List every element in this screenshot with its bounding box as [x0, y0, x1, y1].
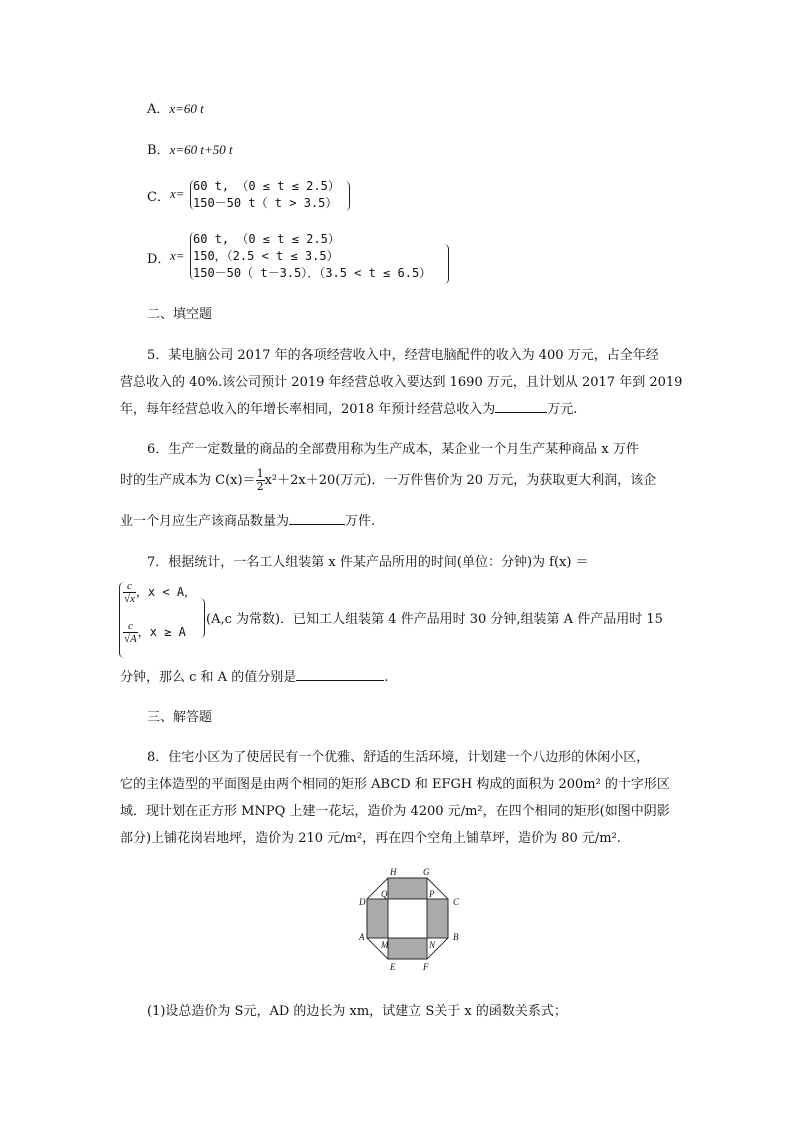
- q7-case1-den: √x: [124, 593, 135, 605]
- q6-frac-den: 2: [256, 480, 264, 493]
- label-q: Q: [381, 889, 388, 899]
- option-c-label: C．: [147, 190, 170, 205]
- q7-case2: [123, 620, 186, 645]
- label-a: A: [359, 932, 365, 942]
- q6-fraction: [256, 468, 265, 493]
- label-h: H: [390, 867, 397, 877]
- option-b-expr: x=60 t+50 t: [169, 142, 233, 157]
- q7-line3-before: 分钟，那么 c 和 A 的值分别是: [120, 670, 297, 685]
- q7-case1-frac: [123, 580, 136, 605]
- option-c-case1: 60 t, （0 ≤ t ≤ 2.5）: [193, 179, 340, 193]
- shaded-rect-top: [388, 878, 427, 899]
- option-b-label: B．: [147, 143, 170, 158]
- q7-right-paren: [200, 598, 205, 638]
- q8-line1: 8．住宅小区为了使居民有一个优雅、舒适的生活环境，计划建一个八边形的休闲小区，: [147, 750, 650, 765]
- q7-case1-num: c: [123, 580, 136, 593]
- shaded-rect-bottom: [388, 938, 427, 959]
- q6-line3-before: 业一个月应生产该商品数量为: [120, 514, 290, 529]
- label-d: D: [359, 897, 366, 907]
- q7-case1-cond: ，x < A，: [135, 585, 197, 599]
- option-a: [147, 98, 204, 117]
- q8-line2: 它的主体造型的平面图是由两个相同的矩形 ABCD 和 EFGH 构成的面积为 200m² 的十字形区: [120, 777, 670, 792]
- option-c-lhs: x=: [170, 186, 185, 201]
- option-d-right-paren: [444, 244, 449, 284]
- q7-middle: (A,c 为常数)．已知工人组装第 4 件产品用时 30 分钟,组装第 A 件产品用时 15: [206, 612, 663, 627]
- q5-line3-after: 万元.: [547, 402, 578, 417]
- label-c: C: [453, 897, 460, 907]
- label-b: B: [453, 932, 459, 942]
- q8-sub1: (1)设总造价为 S元，AD 的边长为 xm，试建立 S关于 x 的函数关系式；: [147, 1004, 567, 1019]
- square-mnpq: [388, 899, 427, 938]
- q6-line3: [120, 510, 375, 529]
- q8-line3: 域．现计划在正方形 MNPQ 上建一花坛，造价为 4200 元/m²，在四个相同的矩形(如图中阴影: [120, 804, 670, 819]
- q6-line1: 6．生产一定数量的商品的全部费用称为生产成本，某企业一个月生产某种商品 x 万件: [147, 442, 639, 457]
- label-f: F: [423, 962, 429, 972]
- option-d-case3: 150－50（ t－3.5）．（3.5 < t ≤ 6.5）: [193, 266, 432, 280]
- q5-line3-before: 年，每年经营总收入的年增长率相同，2018 年预计经营总收入为: [120, 402, 496, 417]
- q6-line2: [120, 468, 656, 493]
- octagon-figure: [355, 864, 465, 976]
- option-b: [147, 139, 233, 158]
- q5-line1: 5．某电脑公司 2017 年的各项经营收入中，经营电脑配件的收入为 400 万元，占全年经: [147, 348, 659, 363]
- q5-line2: 营总收入的 40%.该公司预计 2019 年经营总收入要达到 1690 万元，且计划从 2017 年到 2019: [120, 375, 683, 390]
- q7-case2-den: √A: [124, 633, 137, 645]
- option-c-case2: 150－50 t（ t > 3.5）: [193, 196, 338, 210]
- q7-line3-after: .: [384, 670, 389, 685]
- q7-case2-cond: ，x ≥ A: [137, 625, 186, 639]
- option-a-label: A．: [147, 102, 170, 117]
- label-p: P: [429, 889, 435, 899]
- option-d-case2: 150，（2.5 < t ≤ 3.5）: [193, 249, 339, 263]
- option-d-lhs: x=: [170, 248, 185, 263]
- shaded-rect-left: [367, 899, 388, 938]
- q7-case1: [123, 580, 196, 605]
- q6-line2-after: x²＋2x＋20(万元)．一万件售价为 20 万元，为获取更大利润，该企: [264, 473, 657, 488]
- section-3-title: 三、解答题: [147, 710, 213, 725]
- label-g: G: [423, 867, 430, 877]
- option-c-right-paren: [345, 181, 350, 211]
- q7-line1: 7．根据统计，一名工人组装第 x 件某产品所用的时间(单位：分钟)为 f(x) ＝: [147, 555, 589, 570]
- option-d-label: D．: [147, 252, 171, 267]
- q5-answer-blank[interactable]: [495, 412, 547, 413]
- q6-line3-after: 万件.: [345, 514, 376, 529]
- q6-frac-num: 1: [256, 467, 264, 480]
- shaded-rect-right: [427, 899, 448, 938]
- q5-line3: [120, 398, 577, 417]
- option-a-expr: x=60 t: [169, 101, 204, 116]
- q7-answer-blank[interactable]: [296, 680, 384, 681]
- label-e: E: [390, 962, 396, 972]
- section-2-title: 二、填空题: [147, 307, 213, 322]
- q7-case2-frac: [123, 620, 138, 645]
- option-d-case1: 60 t, （0 ≤ t ≤ 2.5）: [193, 232, 340, 246]
- q6-line2-before: 时的生产成本为 C(x)＝: [120, 473, 256, 488]
- q6-answer-blank[interactable]: [289, 524, 345, 525]
- q8-line4: 部分)上铺花岗岩地坪，造价为 210 元/m²，再在四个空角上铺草坪，造价为 80 元/m².: [120, 831, 621, 846]
- label-m: M: [381, 940, 389, 950]
- label-n: N: [429, 940, 436, 950]
- q7-line3: [120, 666, 388, 685]
- q7-case2-num: c: [123, 620, 138, 633]
